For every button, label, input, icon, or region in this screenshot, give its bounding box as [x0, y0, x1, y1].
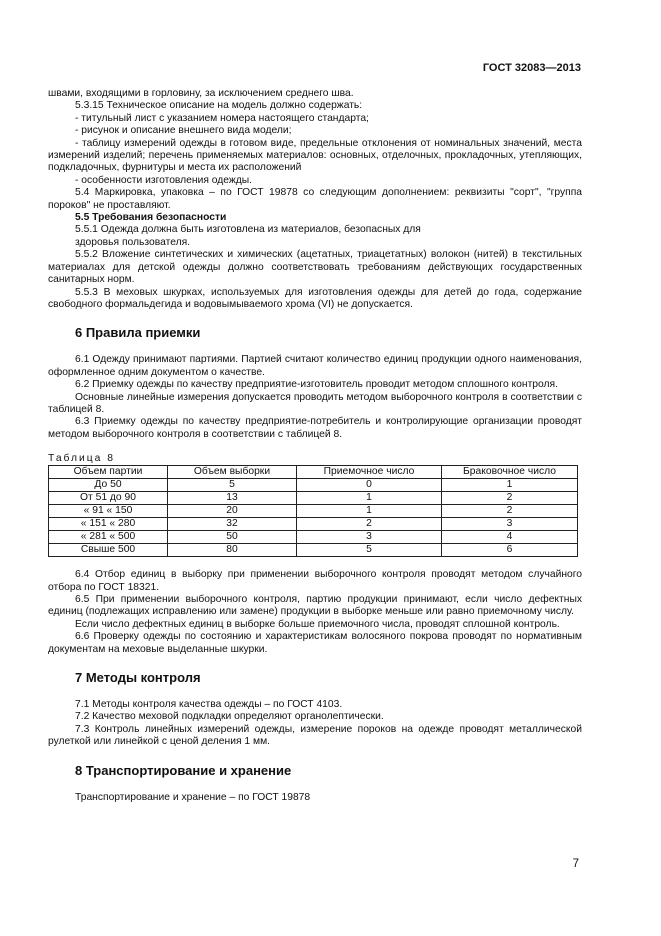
- paragraph: 5.3.15 Техническое описание на модель должно содержать:: [75, 100, 363, 112]
- table-cell: Свыше 500: [49, 544, 168, 557]
- table-cell: 20: [168, 505, 297, 518]
- paragraph: 6.4 Отбор единиц в выборку при применении выборочного контроля проводят методом случайного отбора по ГОСТ 18321.: [48, 569, 582, 593]
- table-cell: 50: [168, 531, 297, 544]
- table-cell: « 281 « 500: [49, 531, 168, 544]
- paragraph: 5.5.2 Вложение синтетических и химических (ацетатных, триацетатных) волокон (нитей) в текстильных материалах для детской одежды должно соответствовать требованиям действующих государственных санитарных норм.: [48, 249, 582, 286]
- list-item: - таблицу измерений одежды в готовом виде, предельные отклонения от номинальных значений, места измерений изделий; перечень применяемых материалов: основных, отделочных, прокладочных, утепляющих, подкладочных, фурнитуры и места их расположений: [48, 137, 582, 174]
- list-item: - особенности изготовления одежды.: [75, 174, 253, 186]
- paragraph: швами, входящими в горловину, за исключением среднего шва.: [48, 88, 354, 99]
- paragraph: 5.5.1 Одежда должна быть изготовлена из материалов, безопасных для: [75, 224, 421, 236]
- section-heading: 8 Транспортирование и хранение: [75, 762, 292, 778]
- table-cell: 2: [297, 518, 442, 531]
- table-cell: 2: [442, 492, 578, 505]
- table-cell: 1: [297, 492, 442, 505]
- table-caption: Таблица 8: [48, 453, 115, 465]
- table-row: [49, 505, 578, 518]
- list-item: - титульный лист с указанием номера настоящего стандарта;: [75, 112, 369, 124]
- sampling-table: [48, 465, 578, 557]
- column-header: Приемочное число: [297, 466, 442, 479]
- column-header: Объем выборки: [168, 466, 297, 479]
- table-cell: До 50: [49, 479, 168, 492]
- column-header: Браковочное число: [442, 466, 578, 479]
- paragraph: 7.2 Качество меховой подкладки определяют органолептически.: [75, 711, 384, 723]
- table-cell: 0: [297, 479, 442, 492]
- list-item: - рисунок и описание внешнего вида модели;: [75, 125, 292, 137]
- table-cell: 13: [168, 492, 297, 505]
- section-heading: 6 Правила приемки: [75, 325, 201, 341]
- paragraph: 6.3 Приемку одежды по качеству предприятие-потребитель и контролирующие организации проводят методом выборочного контроля в соответствии с таблицей 8.: [48, 416, 582, 440]
- table-cell: « 151 « 280: [49, 518, 168, 531]
- table-cell: 1: [442, 479, 578, 492]
- table-cell: 5: [168, 479, 297, 492]
- table-cell: 3: [297, 531, 442, 544]
- table-cell: 6: [442, 544, 578, 557]
- paragraph: Транспортирование и хранение – по ГОСТ 19878: [75, 791, 311, 803]
- table-cell: « 91 « 150: [49, 505, 168, 518]
- column-header: Объем партии: [49, 466, 168, 479]
- table-cell: 32: [168, 518, 297, 531]
- table-cell: 2: [442, 505, 578, 518]
- paragraph: Основные линейные измерения допускается проводить методом выборочного контроля в соответствии с таблицей 8.: [48, 391, 582, 415]
- document-body: [48, 88, 582, 804]
- paragraph: здоровья пользователя.: [75, 236, 191, 248]
- paragraph: 5.5.3 В меховых шкурках, используемых для изготовления одежды для детей до года, содержание свободного формальдегида и водовымываемого хрома (VI) не допускается.: [48, 286, 582, 310]
- table-cell: 1: [297, 505, 442, 518]
- table-row: [49, 518, 578, 531]
- table-row: [49, 492, 578, 505]
- table-row: [49, 544, 578, 557]
- table-cell: 5: [297, 544, 442, 557]
- paragraph: 5.4 Маркировка, упаковка – по ГОСТ 19878 со следующим дополнением: реквизиты "сорт", "группа пороков" не проставляют.: [48, 187, 582, 211]
- standard-number: ГОСТ 32083—2013: [482, 62, 581, 74]
- paragraph: 6.2 Приемку одежды по качеству предприятие-изготовитель проводит методом сплошного контроля.: [75, 379, 558, 391]
- paragraph: Если число дефектных единиц в выборке больше приемочного числа, проводят сплошной контроль.: [75, 618, 560, 630]
- table-cell: От 51 до 90: [49, 492, 168, 505]
- table-row: [49, 479, 578, 492]
- table-cell: 3: [442, 518, 578, 531]
- page-number: 7: [572, 858, 579, 870]
- section-heading: 7 Методы контроля: [75, 670, 201, 685]
- paragraph: 7.1 Методы контроля качества одежды – по ГОСТ 4103.: [75, 699, 343, 710]
- table-header-row: [49, 466, 578, 479]
- paragraph: 6.1 Одежду принимают партиями. Партией считают количество единиц продукции одного наименования, оформленное одним документом о качестве.: [48, 354, 582, 378]
- paragraph: 7.3 Контроль линейных измерений одежды, измерение пороков на одежде проводят металлической рулеткой или линейкой с ценой деления 1 мм.: [48, 723, 582, 748]
- subsection-heading: 5.5 Требования безопасности: [75, 212, 227, 224]
- table-row: [49, 531, 578, 544]
- paragraph: 6.5 При применении выборочного контроля, партию продукции принимают, если число дефектных единиц (подлежащих исправлению или замене) продукции в выборке меньше или равно приемочному числу.: [48, 593, 582, 618]
- table-cell: 80: [168, 544, 297, 557]
- paragraph: 6.6 Проверку одежды по состоянию и характеристикам волосяного покрова проводят по нормативным документам на меховые выделанные шкурки.: [48, 631, 582, 655]
- table-cell: 4: [442, 531, 578, 544]
